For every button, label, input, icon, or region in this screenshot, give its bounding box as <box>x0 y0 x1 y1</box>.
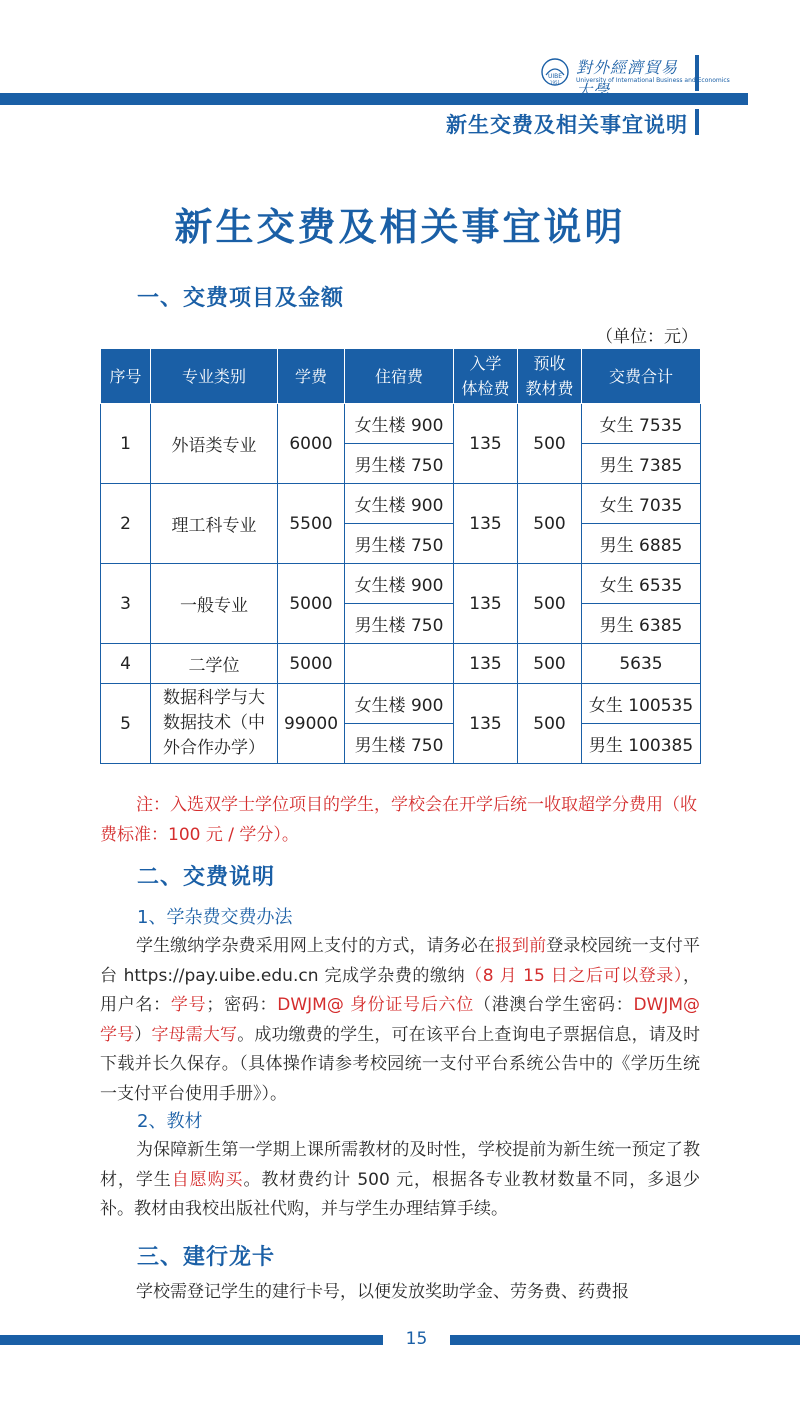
cell-dorm-male: 男生楼 750 <box>345 724 454 764</box>
cell-major-line2: 数据技术（中 <box>163 713 265 733</box>
cell-seq: 3 <box>101 564 151 644</box>
table-row <box>101 684 701 724</box>
cell-major <box>151 684 278 764</box>
cell-dorm-female: 女生楼 900 <box>345 404 454 444</box>
cell-total-male: 男生 6385 <box>582 604 701 644</box>
section-heading-fees: 一、交费项目及金额 <box>137 286 345 311</box>
page-number: 15 <box>405 1329 428 1349</box>
cell-exam: 135 <box>454 684 518 764</box>
page-title: 新生交费及相关事宜说明 <box>174 205 626 249</box>
cell-books: 500 <box>518 564 582 644</box>
cell-dorm-female: 女生楼 900 <box>345 484 454 524</box>
cell-books: 500 <box>518 404 582 484</box>
section-heading-ccb-card: 三、建行龙卡 <box>137 1245 276 1270</box>
text: 。成功缴费的学生，可在该平台上查询电子票据信息，请及时下载并长久保存。（具体操作请参考校园统一支付平台系统公告中的《学历生统一支付平台使用手册》）。 <box>100 1024 701 1104</box>
fee-table <box>100 348 701 764</box>
cell-total: 5635 <box>582 644 701 684</box>
paragraph-tuition-payment <box>100 932 700 1109</box>
cell-books: 500 <box>518 684 582 764</box>
text: ；密码： <box>206 995 278 1015</box>
cell-major: 二学位 <box>151 644 278 684</box>
unit-label: （单位：元） <box>596 327 698 347</box>
cell-seq: 1 <box>101 404 151 484</box>
text: ，用户名： <box>100 965 700 1015</box>
footer-bar-right <box>450 1335 800 1345</box>
cell-seq: 4 <box>101 644 151 684</box>
header-title: 新生交费及相关事宜说明 <box>446 113 688 137</box>
cell-tuition: 5000 <box>278 644 345 684</box>
highlight-text: DWJM@ 学号 <box>100 995 701 1045</box>
header-books <box>518 349 582 404</box>
table-row <box>101 564 701 604</box>
cell-major-line1: 数据科学与大 <box>163 688 265 708</box>
cell-major: 一般专业 <box>151 564 278 644</box>
header-dorm: 住宿费 <box>345 349 454 404</box>
header-title-accent <box>695 109 699 135</box>
header-tuition: 学费 <box>278 349 345 404</box>
highlight-text: 报到前 <box>494 936 547 956</box>
cell-major: 理工科专业 <box>151 484 278 564</box>
cell-exam: 135 <box>454 484 518 564</box>
header-books-line1: 预收 <box>533 354 566 373</box>
text: ） <box>134 1024 152 1045</box>
cell-total-female: 女生 6535 <box>582 564 701 604</box>
cell-tuition: 99000 <box>278 684 345 764</box>
table-row <box>101 404 701 444</box>
table-row <box>101 484 701 524</box>
cell-total-male: 男生 6885 <box>582 524 701 564</box>
cell-tuition: 5000 <box>278 564 345 644</box>
text: 为保障新生第一学期上课所需教材的及时性，学校提前为新生统一预定了教材，学生 <box>100 1140 700 1190</box>
text: 。教材费约计 500 元，根据各专业教材数量不同，多退少补。教材由我校出版社代购，并与学生办理结算手续。 <box>100 1169 700 1219</box>
cell-total-female: 女生 7535 <box>582 404 701 444</box>
logo-english-name: University of International Business and Economics <box>576 77 730 84</box>
cell-dorm-male: 男生楼 750 <box>345 604 454 644</box>
header-exam-line1: 入学 <box>469 354 502 373</box>
text: 学生缴纳学杂费采用网上支付的方式，请务必在 <box>136 936 495 956</box>
highlight-text: 字母需大写 <box>151 1024 238 1045</box>
cell-books: 500 <box>518 484 582 564</box>
cell-dorm-male: 男生楼 750 <box>345 524 454 564</box>
cell-books: 500 <box>518 644 582 684</box>
cell-total-male: 男生 100385 <box>582 724 701 764</box>
cell-exam: 135 <box>454 564 518 644</box>
header-books-line2: 教材费 <box>525 379 574 398</box>
logo-name: 對外經濟貿易大學 <box>576 58 679 100</box>
highlight-text: 自愿购买 <box>171 1169 244 1190</box>
header-total: 交费合计 <box>582 349 701 404</box>
table-header-row <box>101 349 701 404</box>
cell-total-female: 女生 100535 <box>582 684 701 724</box>
university-logo <box>540 55 730 100</box>
cell-major: 外语类专业 <box>151 404 278 484</box>
cell-tuition: 5500 <box>278 484 345 564</box>
cell-dorm-female: 女生楼 900 <box>345 684 454 724</box>
cell-dorm-empty <box>345 644 454 684</box>
cell-major-line3: 外合作办学） <box>163 738 265 758</box>
university-seal-icon <box>540 57 570 87</box>
cell-dorm-female: 女生楼 900 <box>345 564 454 604</box>
subheading-tuition-payment: 1、学杂费交费办法 <box>137 907 293 928</box>
svg-text:UIBE: UIBE <box>547 73 563 80</box>
cell-dorm-male: 男生楼 750 <box>345 444 454 484</box>
header-bar-accent <box>695 55 699 91</box>
header-seq: 序号 <box>101 349 151 404</box>
cell-total-male: 男生 7385 <box>582 444 701 484</box>
cell-total-female: 女生 7035 <box>582 484 701 524</box>
text: 登录校园统一支付平台 https://pay.uibe.edu.cn 完成学杂费的缴纳 <box>100 936 700 986</box>
section-heading-payment: 二、交费说明 <box>137 865 276 890</box>
cell-exam: 135 <box>454 644 518 684</box>
text: （港澳台学生密码： <box>473 995 634 1015</box>
header-exam-line2: 体检费 <box>461 379 510 398</box>
paragraph-textbooks <box>100 1136 700 1225</box>
cell-tuition: 6000 <box>278 404 345 484</box>
footer-bar-left <box>0 1335 383 1345</box>
paragraph-ccb-card: 学校需登记学生的建行卡号，以便发放奖助学金、劳务费、药费报 <box>136 1282 629 1302</box>
highlight-text: （8 月 15 日之后可以登录） <box>465 965 683 986</box>
highlight-text: DWJM@ 身份证号后六位 <box>277 995 474 1015</box>
cell-seq: 5 <box>101 684 151 764</box>
svg-text:1951: 1951 <box>549 80 561 85</box>
header-exam <box>454 349 518 404</box>
fee-note: 注：入选双学士学位项目的学生，学校会在开学后统一收取超学分费用（收费标准：100 元 / 学分）。 <box>100 795 697 845</box>
cell-exam: 135 <box>454 404 518 484</box>
table-row <box>101 644 701 684</box>
header-major: 专业类别 <box>151 349 278 404</box>
subheading-textbooks: 2、教材 <box>137 1111 203 1132</box>
highlight-text: 学号 <box>170 995 207 1015</box>
cell-seq: 2 <box>101 484 151 564</box>
